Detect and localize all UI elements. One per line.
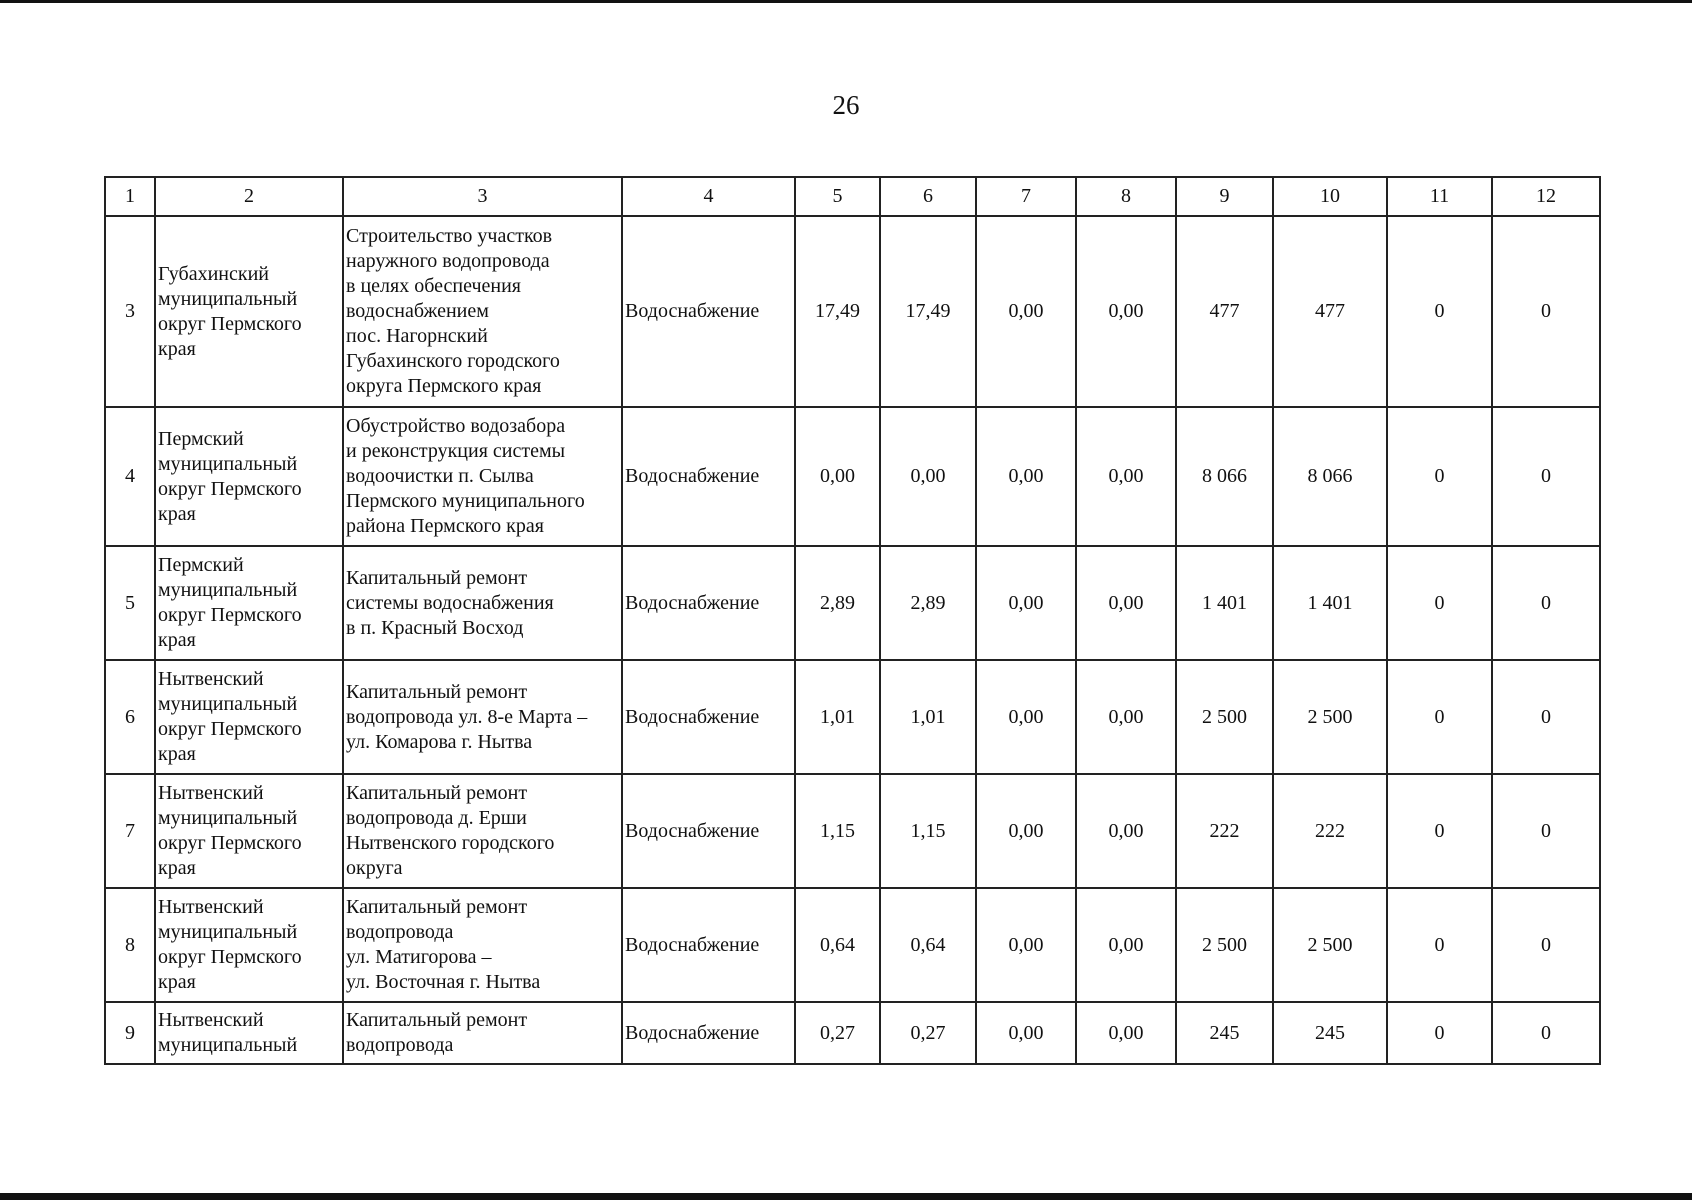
row-number: 7 — [105, 774, 155, 888]
value-cell: 0,00 — [1076, 1002, 1176, 1064]
project-text: Капитальный ремонт водопровода д. Ерши Нытвенского городского округа — [346, 782, 555, 879]
municipality-cell — [155, 216, 343, 407]
project-cell — [343, 1002, 622, 1064]
bottom-border-line — [0, 1193, 1692, 1200]
project-text: Строительство участков наружного водопровода в целях обеспечения водоснабжением пос. Нагорнский Губахинского городского округа Пермского края — [346, 225, 560, 397]
value-cell: 0 — [1492, 660, 1600, 774]
value-cell: 0,27 — [795, 1002, 880, 1064]
municipality-cell — [155, 660, 343, 774]
project-text: Капитальный ремонт системы водоснабжения в п. Красный Восход — [346, 566, 554, 639]
type-cell: Водоснабжение — [622, 888, 795, 1002]
municipality-text: Нытвенский муниципальный — [158, 1009, 298, 1056]
column-header: 12 — [1492, 177, 1600, 216]
project-cell — [343, 888, 622, 1002]
project-cell — [343, 407, 622, 546]
project-cell — [343, 546, 622, 660]
column-header: 2 — [155, 177, 343, 216]
table-row — [105, 216, 1600, 407]
value-cell: 0 — [1387, 216, 1492, 407]
table-row — [105, 774, 1600, 888]
column-header: 4 — [622, 177, 795, 216]
value-cell: 1,01 — [795, 660, 880, 774]
value-cell: 0 — [1492, 888, 1600, 1002]
row-number: 4 — [105, 407, 155, 546]
type-cell: Водоснабжение — [622, 774, 795, 888]
column-header: 7 — [976, 177, 1076, 216]
value-cell: 0 — [1387, 1002, 1492, 1064]
value-cell: 0,00 — [976, 216, 1076, 407]
table-row — [105, 1002, 1600, 1064]
municipality-text: Нытвенский муниципальный округ Пермского края — [158, 896, 302, 993]
header-row — [105, 177, 1600, 216]
value-cell: 0 — [1387, 407, 1492, 546]
municipality-text: Нытвенский муниципальный округ Пермского края — [158, 668, 302, 765]
value-cell: 0,00 — [880, 407, 976, 546]
value-cell: 0,00 — [976, 660, 1076, 774]
value-cell: 0,00 — [1076, 660, 1176, 774]
value-cell: 0,00 — [976, 407, 1076, 546]
value-cell: 0,27 — [880, 1002, 976, 1064]
row-number: 5 — [105, 546, 155, 660]
municipality-cell — [155, 1002, 343, 1064]
type-cell: Водоснабжение — [622, 407, 795, 546]
project-cell — [343, 216, 622, 407]
column-header: 10 — [1273, 177, 1387, 216]
type-cell: Водоснабжение — [622, 546, 795, 660]
value-cell: 17,49 — [795, 216, 880, 407]
column-header: 3 — [343, 177, 622, 216]
row-number: 9 — [105, 1002, 155, 1064]
value-cell: 0 — [1492, 407, 1600, 546]
project-text: Капитальный ремонт водопровода ул. Матигорова – ул. Восточная г. Нытва — [346, 896, 541, 993]
column-header: 9 — [1176, 177, 1273, 216]
municipality-cell — [155, 407, 343, 546]
page-number: 26 — [832, 90, 860, 120]
municipality-cell — [155, 888, 343, 1002]
type-cell: Водоснабжение — [622, 216, 795, 407]
value-cell: 8 066 — [1273, 407, 1387, 546]
top-border-line — [0, 0, 1692, 3]
value-cell: 0 — [1387, 546, 1492, 660]
data-table — [104, 176, 1601, 1065]
row-number: 3 — [105, 216, 155, 407]
project-cell — [343, 774, 622, 888]
project-text: Капитальный ремонт водопровода ул. 8-е Марта – ул. Комарова г. Нытва — [346, 680, 588, 753]
value-cell: 0,00 — [976, 888, 1076, 1002]
value-cell: 0,64 — [795, 888, 880, 1002]
value-cell: 0,64 — [880, 888, 976, 1002]
value-cell: 0 — [1492, 774, 1600, 888]
column-header: 6 — [880, 177, 976, 216]
value-cell: 0,00 — [1076, 407, 1176, 546]
value-cell: 1,15 — [795, 774, 880, 888]
value-cell: 0 — [1387, 888, 1492, 1002]
project-text: Обустройство водозабора и реконструкция системы водоочистки п. Сылва Пермского муниципального района Пермского края — [346, 415, 585, 537]
type-cell: Водоснабжение — [622, 1002, 795, 1064]
value-cell: 2 500 — [1273, 888, 1387, 1002]
value-cell: 245 — [1273, 1002, 1387, 1064]
value-cell: 1,15 — [880, 774, 976, 888]
municipality-text: Пермский муниципальный округ Пермского края — [158, 427, 302, 525]
value-cell: 2 500 — [1176, 888, 1273, 1002]
value-cell: 0,00 — [976, 774, 1076, 888]
municipality-text: Нытвенский муниципальный округ Пермского края — [158, 782, 302, 879]
table-row — [105, 660, 1600, 774]
value-cell: 0 — [1492, 1002, 1600, 1064]
value-cell: 2,89 — [880, 546, 976, 660]
column-header: 1 — [105, 177, 155, 216]
value-cell: 2 500 — [1273, 660, 1387, 774]
value-cell: 222 — [1176, 774, 1273, 888]
value-cell: 1 401 — [1273, 546, 1387, 660]
value-cell: 0,00 — [1076, 216, 1176, 407]
value-cell: 222 — [1273, 774, 1387, 888]
value-cell: 8 066 — [1176, 407, 1273, 546]
table-row — [105, 546, 1600, 660]
value-cell: 0,00 — [1076, 888, 1176, 1002]
column-header: 11 — [1387, 177, 1492, 216]
column-header: 5 — [795, 177, 880, 216]
value-cell: 0,00 — [976, 1002, 1076, 1064]
row-number: 6 — [105, 660, 155, 774]
value-cell: 477 — [1176, 216, 1273, 407]
value-cell: 0,00 — [976, 546, 1076, 660]
value-cell: 0 — [1492, 546, 1600, 660]
value-cell: 0,00 — [1076, 546, 1176, 660]
municipality-text: Пермский муниципальный округ Пермского края — [158, 554, 302, 651]
table-body — [105, 216, 1600, 1064]
value-cell: 0 — [1492, 216, 1600, 407]
value-cell: 477 — [1273, 216, 1387, 407]
value-cell: 245 — [1176, 1002, 1273, 1064]
municipality-cell — [155, 774, 343, 888]
municipality-cell — [155, 546, 343, 660]
table-row — [105, 407, 1600, 546]
value-cell: 2,89 — [795, 546, 880, 660]
value-cell: 0 — [1387, 660, 1492, 774]
table-row — [105, 888, 1600, 1002]
value-cell: 2 500 — [1176, 660, 1273, 774]
value-cell: 0,00 — [795, 407, 880, 546]
project-cell — [343, 660, 622, 774]
value-cell: 0,00 — [1076, 774, 1176, 888]
column-header: 8 — [1076, 177, 1176, 216]
value-cell: 0 — [1387, 774, 1492, 888]
table-header — [105, 177, 1600, 216]
project-text: Капитальный ремонт водопровода — [346, 1009, 528, 1056]
value-cell: 17,49 — [880, 216, 976, 407]
municipality-text: Губахинский муниципальный округ Пермского края — [158, 262, 302, 360]
row-number: 8 — [105, 888, 155, 1002]
value-cell: 1,01 — [880, 660, 976, 774]
value-cell: 1 401 — [1176, 546, 1273, 660]
type-cell: Водоснабжение — [622, 660, 795, 774]
